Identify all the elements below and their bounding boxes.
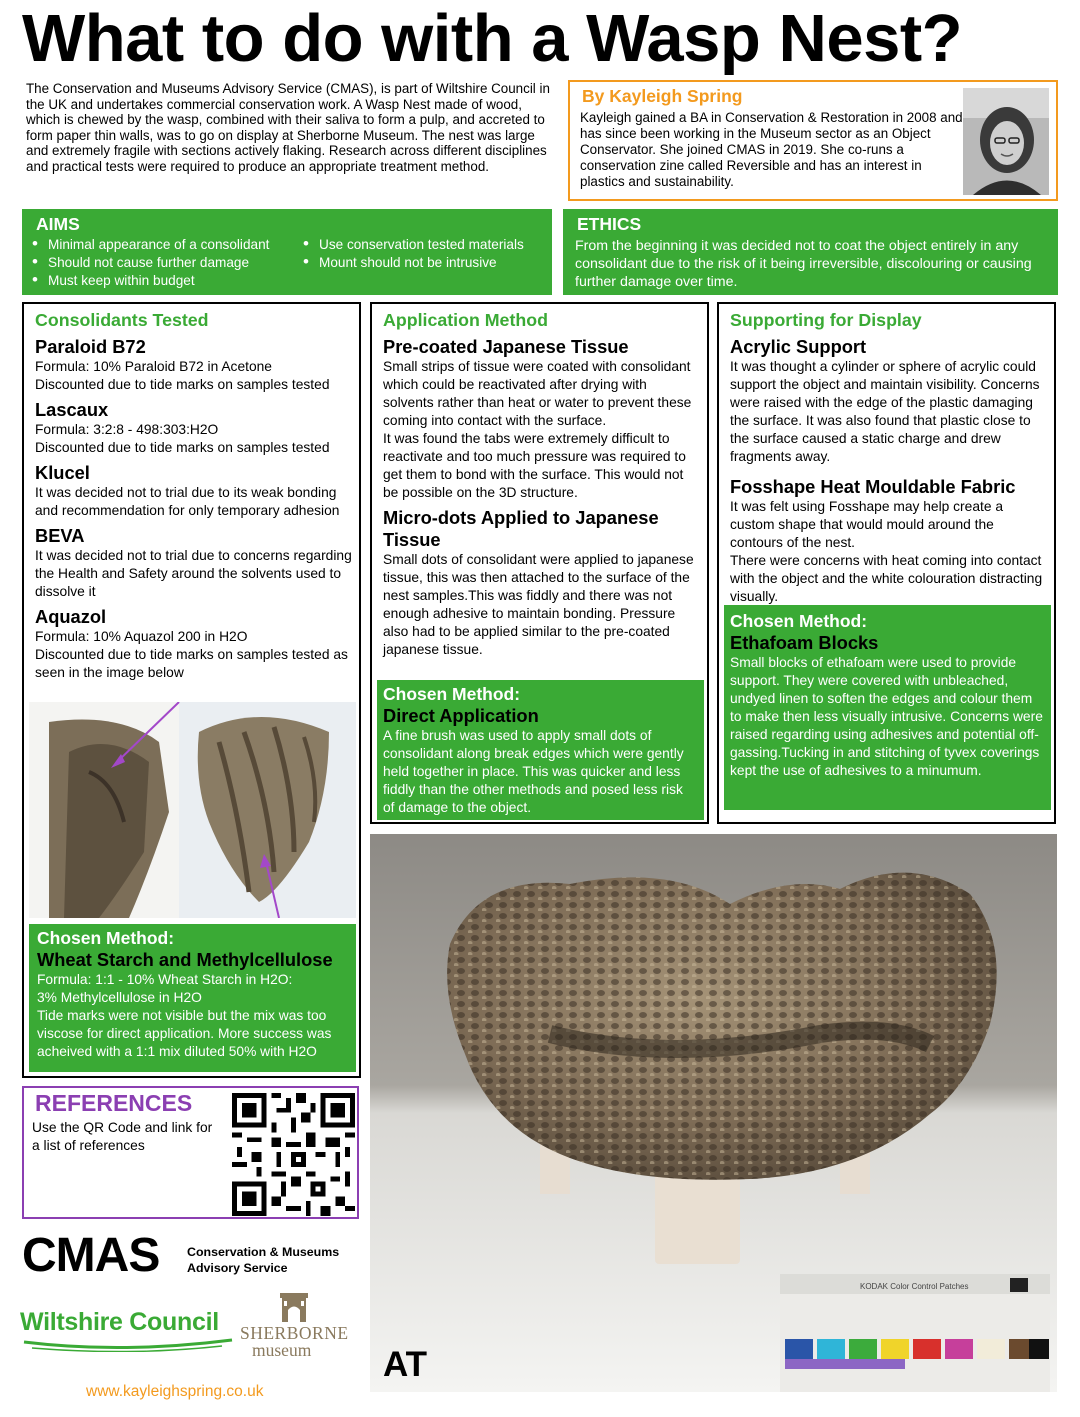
photo-initials-label: AT [383,1345,428,1384]
aim-item: • Use conservation tested materials [303,236,524,254]
cmas-logo-subtitle: Conservation & Museums Advisory Service [187,1245,340,1275]
aims-list-left [32,236,269,290]
author-photo [963,88,1049,195]
wiltshire-council-logo: Wiltshire Council [20,1308,219,1336]
ethics-box [563,209,1058,295]
chosen-method-label: Chosen Method: [730,611,868,631]
chosen-method-text: Formula: 1:1 - 10% Wheat Starch in H2O: 3% Methylcellulose in H2O Tide marks were not visible but the mix was too viscose for direct application. More success was acheived with a 1:1 mix diluted 50% with H2O [37,972,332,1059]
support-title: Supporting for Display [730,310,922,330]
qr-code[interactable] [232,1093,355,1216]
references-title: REFERENCES [35,1090,193,1116]
application-method-name: Pre-coated Japanese Tissue [383,336,629,357]
cmas-logo: CMAS [22,1229,160,1282]
colour-card-label: KODAK Color Control Patches [860,1282,969,1291]
consolidant-text: It was decided not to trial due to concerns regarding the Health and Safety around the solvents used to dissolve it [35,548,352,599]
website-link[interactable]: www.kayleighspring.co.uk [86,1383,264,1400]
support-method-name: Acrylic Support [730,336,867,357]
consolidant-name: Klucel [35,462,90,483]
application-method-name: Micro-dots Applied to Japanese Tissue [383,507,659,550]
consolidant-name: BEVA [35,525,85,546]
chosen-method-name: Wheat Starch and Methylcellulose [37,949,333,970]
aims-title: AIMS [36,214,80,234]
consolidants-chosen-box [29,924,356,1072]
chosen-method-label: Chosen Method: [37,928,175,948]
consolidants-panel [22,302,361,1078]
application-method-text: Small dots of consolidant were applied to japanese tissue, this was then attached to the surface of the nest samples.This was fiddly and there was not enough adhesive to maintain bonding. Pressure also had to be applied similar to the pre-coated japanese tissue. [383,552,694,657]
intro-paragraph: The Conservation and Museums Advisory Service (CMAS), is part of Wiltshire Council in the UK and undertakes commercial conservation work. A Wasp Nest made of wood, which is chewed by the wasp, combined with their saliva to form a pulp, and accreted to form paper thin walls, was to go on display at Sherborne Museum. The nest was large and extremely fragile with sections actively flaking. Research across different disciplines and practical tests were required to produce an appropriate treatment method. [26,81,550,174]
author-bio: Kayleigh gained a BA in Conservation & Restoration in 2008 and has since been working in the Museum sector as an Object Conservator. She joined CMAS in 2019. She co-runs a conservation zine called Reversible and has an interest in plastics and sustainability. [580,110,963,190]
consolidants-title: Consolidants Tested [35,310,209,330]
consolidant-name: Aquazol [35,606,107,627]
support-method-name: Fosshape Heat Mouldable Fabric [730,476,1016,497]
aims-box [22,209,552,295]
consolidant-text: It was decided not to trial due to its weak bonding and recommendation for only temporary adhesion [35,485,340,518]
chosen-method-text: Small blocks of ethafoam were used to provide support. They were covered with unbleached, undyed linen to soften the edges and colour them to make then less visually intrusive. Concerns were raised regarding using adhesives and potential off-gassing.Tucking in and stitching of tyvex coverings kept the use of adhesives to a minumum. [730,655,1043,778]
consolidant-text: Formula: 10% Paraloid B72 in Acetone Discounted due to tide marks on samples tested [35,359,330,392]
chosen-method-text: A fine brush was used to apply small dots of consolidant along break edges which were gently held together in place. This was quicker and less fiddly than the other methods and posed less risk of damage to the object. [383,728,684,815]
consolidant-text: Formula: 3:2:8 - 498:303:H2O Discounted due to tide marks on samples tested [35,422,330,455]
consolidant-text: Formula: 10% Aquazol 200 in H2O Discounted due to tide marks on samples tested as seen in the image below [35,629,348,680]
chosen-method-name: Direct Application [383,705,539,726]
aim-item: • Must keep within budget [32,272,269,290]
author-box [568,80,1058,201]
application-title: Application Method [383,310,548,330]
consolidant-name: Paraloid B72 [35,336,146,357]
sherborne-building-icon [277,1290,311,1324]
chosen-method-label: Chosen Method: [383,684,521,704]
support-panel [717,302,1056,824]
application-method-text: Small strips of tissue were coated with consolidant which could be reactivated after drying with solvents rather than heat or water to prevent these coming into contact with the surface. It was found the tabs were extremely difficult to reactivate and too much pressure was required to get them to bond with the surface. This would not be possible on the 3D structure. [383,359,692,500]
application-panel [370,302,709,824]
wasp-nest-photo [370,834,1057,1392]
aim-item: • Mount should not be intrusive [303,254,524,272]
sherborne-museum-logo: SHERBORNE [240,1323,349,1343]
sherborne-museum-logo-sub: museum [252,1340,312,1360]
ethics-title: ETHICS [577,214,642,234]
support-method-text: It was thought a cylinder or sphere of acrylic could support the object and maintain visibility. Concerns were raised with the edge of the plastic damaging the surface. It was also found that plastic close to the surface caused a static charge and drew fragments away. [730,359,1040,464]
page-title: What to do with a Wasp Nest? [22,1,963,76]
aim-item: • Should not cause further damage [32,254,269,272]
aims-list-right [303,236,524,272]
support-method-text: It was felt using Fosshape may help create a custom shape that would mould around the contours of the nest. There were concerns with heat coming into contact with the object and the white colouration distracting visually. [730,499,1043,604]
support-chosen-box [724,605,1051,810]
wiltshire-swoosh-icon [22,1338,234,1352]
chosen-method-name: Ethafoam Blocks [730,632,879,653]
ethics-text: From the beginning it was decided not to coat the object entirely in any consolidant due to the risk of it being irreversible, discolouring or causing further damage over time. [575,238,1032,290]
references-box [22,1086,359,1219]
application-chosen-box [377,680,704,820]
references-text: Use the QR Code and link for a list of references [32,1120,213,1153]
aim-item: • Minimal appearance of a consolidant [32,236,269,254]
consolidant-name: Lascaux [35,399,109,420]
samples-photo [29,702,356,918]
author-name: By Kayleigh Spring [582,86,743,106]
